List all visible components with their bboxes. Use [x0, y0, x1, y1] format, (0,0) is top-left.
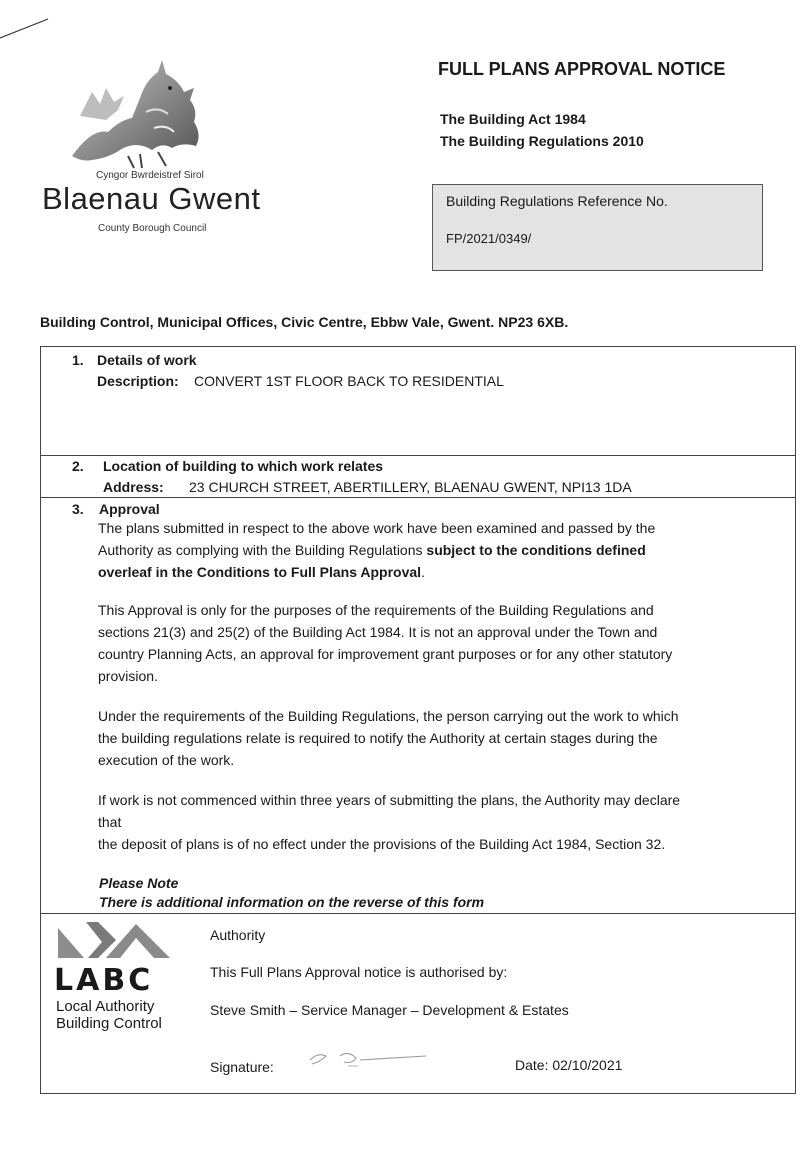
commencement-line: the deposit of plans is of no effect under the provisions of the Building Act 1984, Section 32.	[98, 836, 666, 852]
reference-label: Building Regulations Reference No.	[446, 193, 668, 209]
purpose-line: sections 21(3) and 25(2) of the Building Act 1984. It is not an approval under the Town and	[98, 624, 658, 640]
purpose-line: provision.	[98, 668, 158, 684]
approval-date: Date: 02/10/2021	[515, 1057, 623, 1073]
purpose-line: country Planning Acts, an approval for improvement grant purposes or for any other statutory	[98, 646, 673, 662]
labc-line-1: Local Authority	[56, 998, 155, 1015]
signature-image	[300, 1046, 430, 1072]
approval-line	[98, 561, 758, 583]
labc-line-2: Building Control	[56, 1015, 162, 1032]
approval-conditions-text: subject to the conditions defined	[426, 542, 646, 558]
approval-paragraph	[98, 517, 758, 583]
regulations-line: The Building Regulations 2010	[440, 133, 644, 149]
approval-text: .	[421, 564, 425, 580]
address-value: 23 CHURCH STREET, ABERTILLERY, BLAENAU GWENT, NPI13 1DA	[189, 479, 632, 495]
commencement-line: that	[98, 814, 122, 830]
dragon-crest-icon	[62, 58, 222, 170]
section-2-title: Location of building to which work relates	[103, 458, 384, 474]
commencement-paragraph	[98, 789, 758, 855]
please-note-title: Please Note	[99, 875, 179, 891]
section-3-number: 3.	[72, 501, 84, 517]
authority-label: Authority	[210, 927, 266, 943]
notification-line: the building regulations relate is required to notify the Authority at certain stages during the	[98, 730, 658, 746]
please-note-text: There is additional information on the reverse of this form	[99, 894, 485, 910]
address-label: Address:	[103, 479, 164, 495]
approval-line	[98, 539, 758, 561]
section-divider	[41, 913, 795, 914]
approval-conditions-text: overleaf in the Conditions to Full Plans Approval	[98, 564, 422, 580]
commencement-line: If work is not commenced within three years of submitting the plans, the Authority may declare	[98, 792, 681, 808]
reference-number: FP/2021/0349/	[446, 231, 532, 246]
section-divider	[41, 497, 795, 498]
reference-box	[432, 184, 763, 271]
description-label: Description:	[97, 373, 179, 389]
purpose-line: This Approval is only for the purposes of the requirements of the Building Regulations and	[98, 602, 654, 618]
council-name: Blaenau Gwent	[42, 181, 261, 216]
section-1-title: Details of work	[97, 352, 197, 368]
labc-logo	[54, 918, 178, 1032]
labc-wordmark: LABC	[54, 963, 154, 998]
act-line: The Building Act 1984	[440, 111, 586, 127]
notification-line: Under the requirements of the Building Regulations, the person carrying out the work to which	[98, 708, 679, 724]
office-address: Building Control, Municipal Offices, Civic Centre, Ebbw Vale, Gwent. NP23 6XB.	[40, 314, 569, 330]
council-subtitle: County Borough Council	[98, 223, 207, 234]
section-1-number: 1.	[72, 352, 84, 368]
labc-chevron-icon	[58, 918, 178, 958]
approval-line: The plans submitted in respect to the above work have been examined and passed by the	[98, 520, 656, 536]
purpose-paragraph	[98, 599, 758, 687]
notice-title: FULL PLANS APPROVAL NOTICE	[438, 59, 726, 79]
authorised-by-text: This Full Plans Approval notice is authorised by:	[210, 964, 508, 980]
section-divider	[41, 455, 795, 456]
signatory-name: Steve Smith – Service Manager – Development & Estates	[210, 1002, 569, 1018]
signature-label: Signature:	[210, 1059, 274, 1075]
section-2-number: 2.	[72, 458, 84, 474]
section-3-title: Approval	[99, 501, 160, 517]
notification-paragraph	[98, 705, 758, 771]
approval-text: Authority as complying with the Building Regulations	[98, 542, 427, 558]
scan-pen-mark	[0, 0, 60, 40]
notification-line: execution of the work.	[98, 752, 235, 768]
description-value: CONVERT 1ST FLOOR BACK TO RESIDENTIAL	[194, 373, 504, 389]
council-welsh-name: Cyngor Bwrdeistref Sirol	[96, 170, 204, 181]
